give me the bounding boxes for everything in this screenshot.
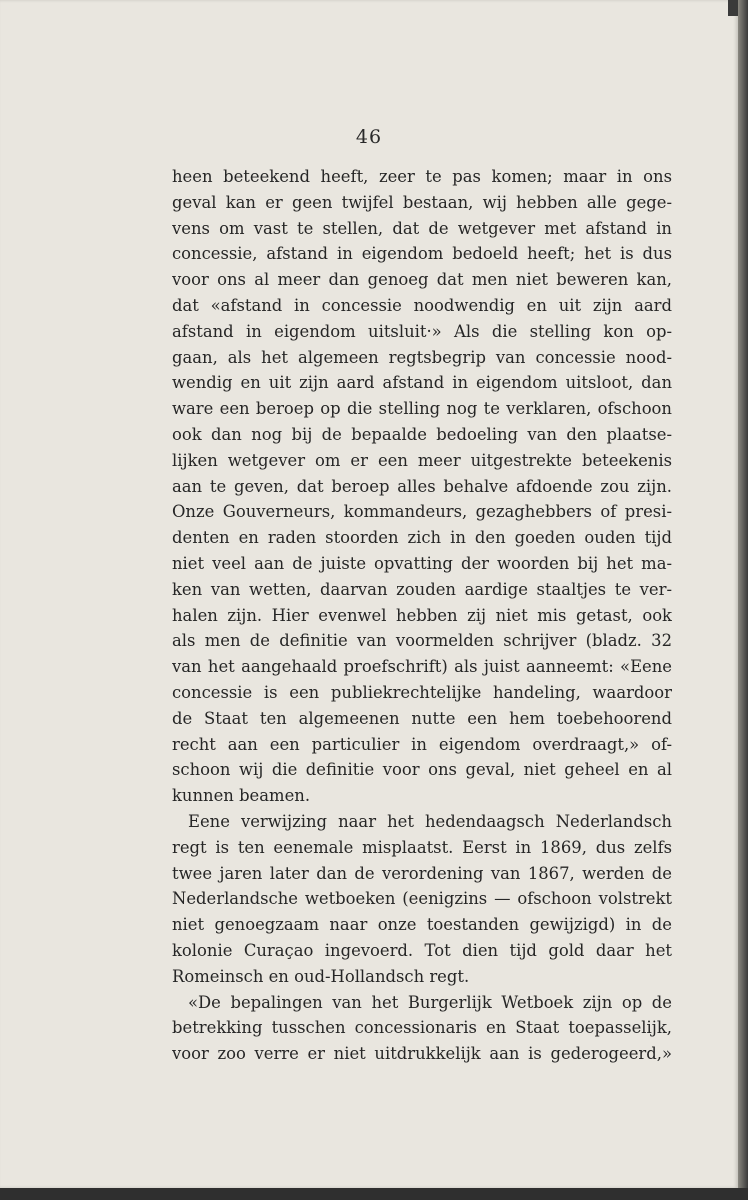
text-line: kunnen beamen. [172, 786, 311, 806]
text-line: lijken wetgever om er een meer uitgestrekte beteekenis [172, 450, 672, 470]
text-line: kolonie Curaçao ingevoerd. Tot dien tijd gold daar het [172, 940, 672, 960]
text-line: gaan, als het algemeen regtsbegrip van concessie nood- [172, 347, 672, 367]
text-line: de Staat ten algemeenen nutte een hem toebehoorend [172, 708, 672, 728]
body-text [172, 164, 672, 1067]
text-line: heen beteekend heeft, zeer te pas komen; maar in ons [172, 167, 672, 186]
text-line: schoon wij die definitie voor ons geval, niet geheel en al [172, 760, 672, 780]
text-line: niet veel aan de juiste opvatting der woorden bij het ma- [172, 553, 672, 573]
page-edge-bottom [0, 1188, 748, 1200]
text-line: als men de definitie van voormelden schrijver (bladz. 32 [172, 631, 672, 651]
page-number: 46 [355, 126, 383, 148]
text-line: afstand in eigendom uitsluit·» Als die stelling kon op- [172, 321, 672, 341]
text-line: aan te geven, dat beroep alles behalve afdoende zou zijn. [172, 476, 672, 496]
text-line: twee jaren later dan de verordening van 1867, werden de [172, 863, 672, 883]
text-line: Nederlandsche wetboeken (eenigzins — ofschoon volstrekt [172, 889, 672, 909]
paragraph-start-line: Eene verwijzing naar het hedendaagsch Nederlandsch [188, 811, 672, 831]
text-line: niet genoegzaam naar onze toestanden gewijzigd) in de [172, 915, 672, 935]
text-line: halen zijn. Hier evenwel hebben zij niet mis getast, ook [172, 605, 672, 625]
text-line: regt is ten eenemale misplaatst. Eerst in 1869, dus zelfs [172, 837, 672, 857]
text-line: voor ons al meer dan genoeg dat men niet beweren kan, [172, 270, 672, 290]
text-line: geval kan er geen twijfel bestaan, wij hebben alle gege- [172, 192, 672, 212]
page-edge-right [738, 0, 748, 1200]
text-line: Onze Gouverneurs, kommandeurs, gezaghebbers of presi- [172, 502, 672, 522]
text-line: voor zoo verre er niet uitdrukkelijk aan is gederogeerd,» [172, 1044, 672, 1064]
text-line: Romeinsch en oud-Hollandsch regt. [172, 966, 470, 986]
text-line: dat «afstand in concessie noodwendig en uit zijn aard [172, 295, 672, 315]
text-line: wendig en uit zijn aard afstand in eigendom uitsloot, dan [172, 373, 672, 393]
text-line: betrekking tusschen concessionaris en Staat toepasselijk, [172, 1018, 672, 1038]
paragraph-start-line: «De bepalingen van het Burgerlijk Wetboek zijn op de [188, 992, 672, 1012]
text-line: denten en raden stoorden zich in den goeden ouden tijd [172, 528, 672, 548]
page-corner [728, 0, 738, 16]
text-line: vens om vast te stellen, dat de wetgever met afstand in [172, 218, 672, 238]
text-line: concessie, afstand in eigendom bedoeld heeft; het is dus [172, 244, 672, 264]
text-line: ware een beroep op die stelling nog te verklaren, ofschoon [172, 399, 672, 419]
text-line: ook dan nog bij de bepaalde bedoeling van den plaatse- [172, 424, 672, 444]
text-line: concessie is een publiekrechtelijke handeling, waardoor [172, 682, 672, 702]
text-line: recht aan een particulier in eigendom overdraagt,» of- [172, 734, 672, 754]
text-line: ken van wetten, daarvan zouden aardige staaltjes te ver- [172, 579, 672, 599]
text-line: van het aangehaald proefschrift) als juist aanneemt: «Eene [172, 657, 672, 677]
